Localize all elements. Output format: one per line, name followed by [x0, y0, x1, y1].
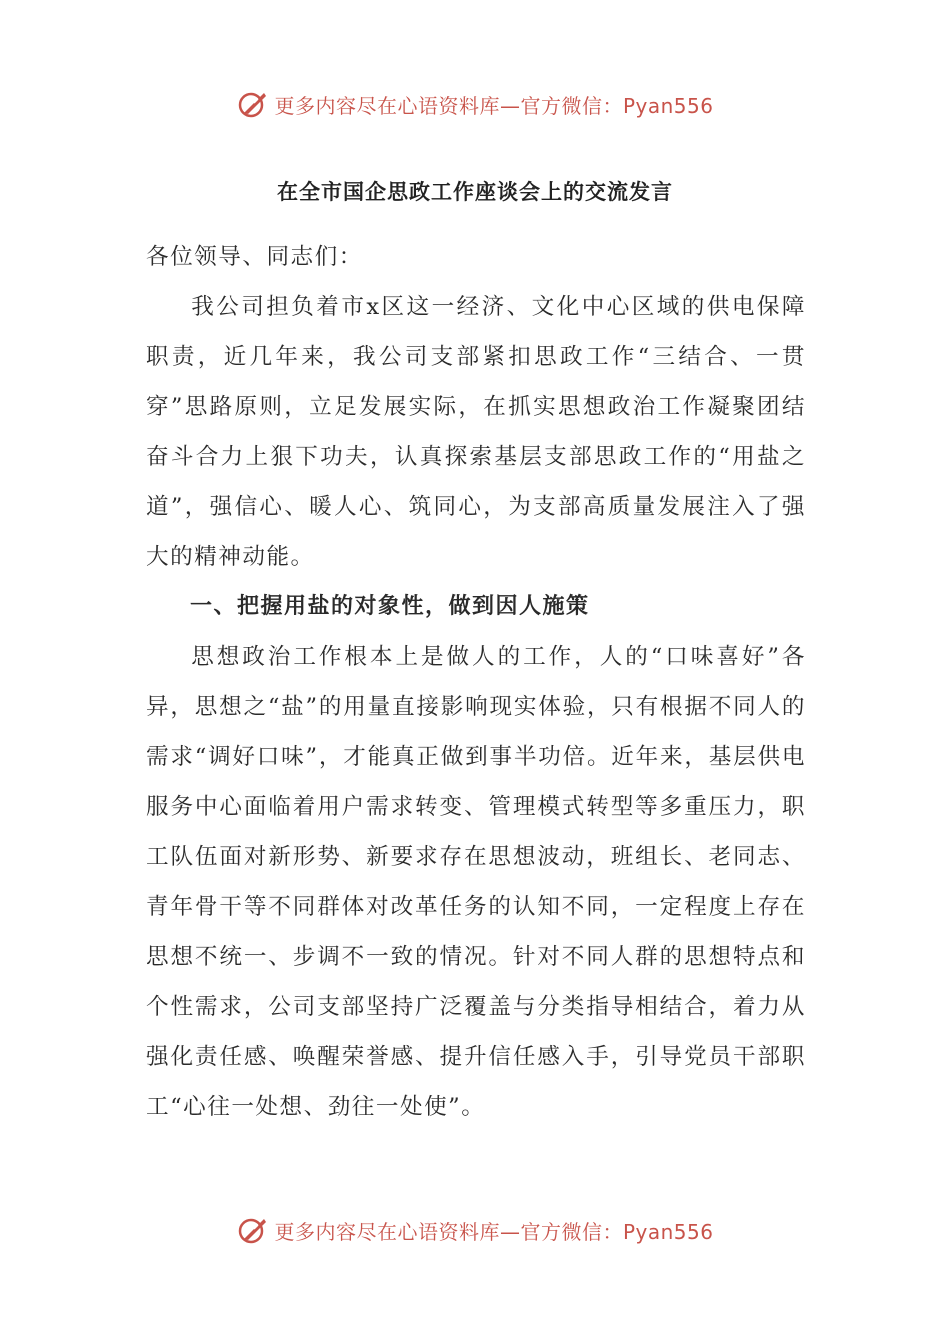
- document-body: [146, 232, 806, 1132]
- footer-watermark: [0, 1210, 950, 1250]
- header-watermark: [0, 84, 950, 124]
- intro-paragraph: 我公司担负着市x区这一经济、文化中心区域的供电保障职责，近几年来，我公司支部紧扣思政工作“三结合、一贯穿”思路原则，立足发展实际，在抓实思想政治工作凝聚团结奋斗合力上狠下功夫，认真探索基层支部思政工作的“用盐之道”，强信心、暖人心、筑同心，为支部高质量发展注入了强大的精神动能。: [146, 294, 806, 570]
- quill-logo-icon: [236, 87, 270, 121]
- section-paragraph: 思想政治工作根本上是做人的工作，人的“口味喜好”各异，思想之“盐”的用量直接影响现实体验，只有根据不同人的需求“调好口味”，才能真正做到事半功倍。近年来，基层供电服务中心面临着用户需求转变、管理模式转型等多重压力，职工队伍面对新形势、新要求存在思想波动，班组长、老同志、青年骨干等不同群体对改革任务的认知不同，一定程度上存在思想不统一、步调不一致的情况。针对不同人群的思想特点和个性需求，公司支部坚持广泛覆盖与分类指导相结合，着力从强化责任感、唤醒荣誉感、提升信任感入手，引导党员干部职工“心往一处想、劲往一处使”。: [146, 644, 806, 1120]
- watermark-text: 更多内容尽在心语资料库—官方微信：Pyan556: [274, 1219, 714, 1244]
- quill-logo-icon: [236, 1213, 270, 1247]
- salutation: 各位领导、同志们：: [146, 244, 363, 270]
- document-title: 在全市国企思政工作座谈会上的交流发言: [277, 180, 673, 204]
- watermark-text: 更多内容尽在心语资料库—官方微信：Pyan556: [274, 93, 714, 118]
- section-heading: 一、把握用盐的对象性，做到因人施策: [190, 594, 590, 619]
